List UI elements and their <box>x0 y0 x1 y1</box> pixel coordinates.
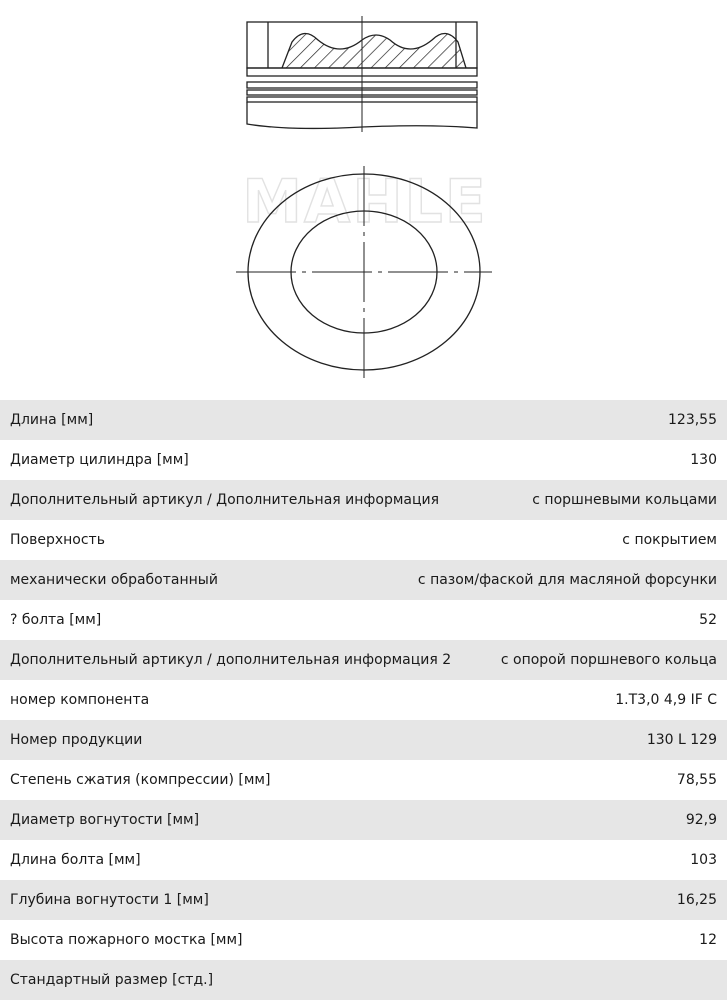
spec-value: 130 <box>690 452 717 468</box>
spec-row-pin-diameter <box>0 600 727 640</box>
spec-value: с поршневыми кольцами <box>532 492 717 508</box>
spec-value: с покрытием <box>622 532 717 548</box>
spec-value: 130 L 129 <box>646 732 717 748</box>
bowl-hatching <box>280 20 470 70</box>
spec-label: Дополнительный артикул / дополнительная информация 2 <box>10 652 452 668</box>
spec-value: с опорой поршневого кольца <box>500 652 717 668</box>
spec-row-length <box>0 400 727 440</box>
spec-row-top-land-height <box>0 920 727 960</box>
spec-label: Высота пожарного мостка [мм] <box>10 932 243 948</box>
spec-value: 52 <box>699 612 717 628</box>
spec-label: Длина болта [мм] <box>10 852 141 868</box>
spec-row-bore-diameter <box>0 440 727 480</box>
spec-row-bowl-depth <box>0 880 727 920</box>
spec-row-compression-height <box>0 760 727 800</box>
spec-row-product-number <box>0 720 727 760</box>
spec-value: 12 <box>699 932 717 948</box>
spec-row-standard-size <box>0 960 727 1000</box>
spec-value: 123,55 <box>668 412 717 428</box>
spec-label: номер компонента <box>10 692 150 708</box>
spec-label: механически обработанный <box>10 572 218 588</box>
spec-value: 16,25 <box>676 892 717 908</box>
spec-value: с пазом/фаской для масляной форсунки <box>417 572 717 588</box>
spec-value: 78,55 <box>676 772 717 788</box>
spec-row-surface <box>0 520 727 560</box>
spec-label: Поверхность <box>10 532 105 548</box>
spec-value: 103 <box>690 852 717 868</box>
spec-label: ? болта [мм] <box>10 612 102 628</box>
spec-row-additional-info <box>0 480 727 520</box>
spec-row-machined <box>0 560 727 600</box>
spec-label: Степень сжатия (компрессии) [мм] <box>10 772 271 788</box>
spec-row-component-number <box>0 680 727 720</box>
spec-label: Номер продукции <box>10 732 143 748</box>
spec-value: 1.T3,0 4,9 IF C <box>615 692 717 708</box>
spec-row-additional-info-2 <box>0 640 727 680</box>
spec-row-pin-length <box>0 840 727 880</box>
piston-drawing-svg <box>0 0 727 400</box>
spec-label: Стандартный размер [стд.] <box>10 972 214 988</box>
specs-table <box>0 400 727 1000</box>
piston-drawing <box>0 0 727 400</box>
spec-label: Длина [мм] <box>10 412 94 428</box>
spec-label: Дополнительный артикул / Дополнительная информация <box>10 492 440 508</box>
spec-value: 92,9 <box>685 812 717 828</box>
spec-row-bowl-diameter <box>0 800 727 840</box>
spec-label: Диаметр цилиндра [мм] <box>10 452 189 468</box>
spec-label: Диаметр вогнутости [мм] <box>10 812 200 828</box>
mahle-watermark: MAHLE <box>242 167 488 237</box>
spec-label: Глубина вогнутости 1 [мм] <box>10 892 209 908</box>
